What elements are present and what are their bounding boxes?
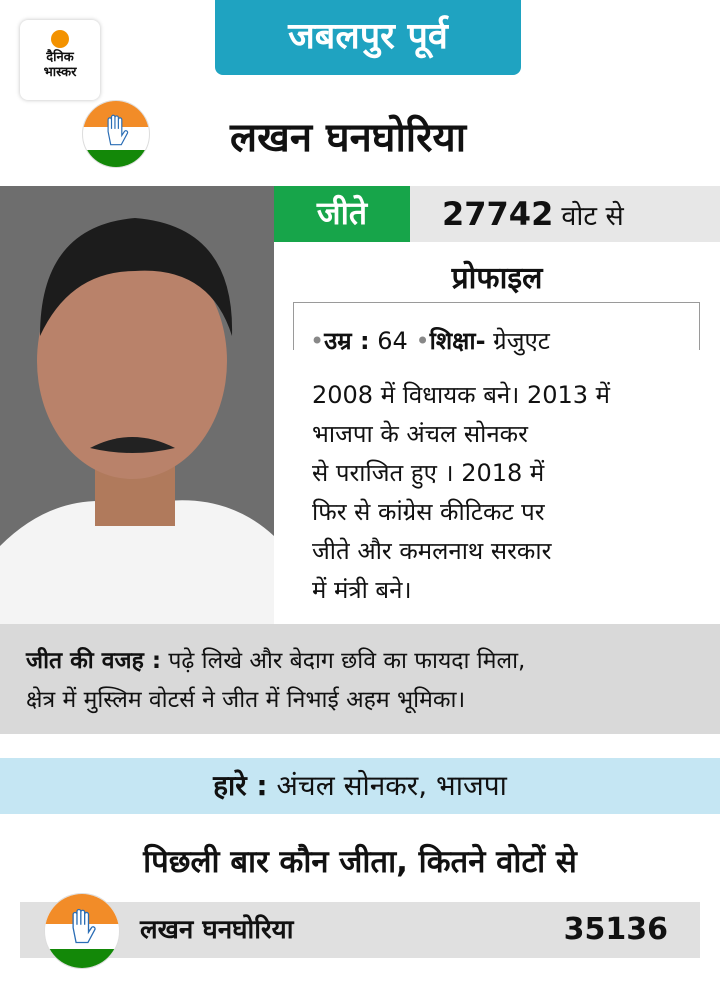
win-margin (442, 186, 624, 242)
bio-line: भाजपा के अंचल सोनकर (312, 420, 528, 448)
congress-hand-icon (82, 100, 150, 168)
won-badge: जीते (274, 186, 410, 242)
bio-line: 2008 में विधायक बने। 2013 में (312, 381, 611, 409)
age-label: उम्र : (324, 327, 370, 355)
candidate-name: लखन घनघोरिया (230, 115, 467, 161)
win-reason (0, 624, 720, 734)
previous-winner-row (20, 902, 700, 958)
win-reason-line2: क्षेत्र में मुस्लिम वोटर्स ने जीत में निभाई अहम भूमिका। (26, 687, 466, 713)
logo-text-line1: दैनिक (46, 50, 74, 65)
profile-meta: •उम्र : 64 •शिक्षा- ग्रेजुएट (310, 327, 550, 355)
dainik-bhaskar-logo (20, 20, 100, 100)
previous-winner-votes: 35136 (563, 912, 668, 947)
profile-bio (312, 376, 712, 610)
education-label: शिक्षा- (429, 327, 486, 355)
lost-label: हारे : (213, 769, 268, 802)
education-value: ग्रेजुएट (493, 327, 550, 355)
profile-heading: प्रोफाइल (451, 261, 543, 296)
result-bar (274, 186, 720, 242)
congress-hand-icon (44, 893, 120, 969)
lost-text: अंचल सोनकर, भाजपा (276, 769, 507, 802)
candidate-portrait (0, 186, 274, 624)
bio-line: में मंत्री बने। (312, 576, 412, 604)
bio-line: फिर से कांग्रेस कीटिकट पर (312, 498, 545, 526)
hand-icon (67, 907, 97, 948)
bio-line: से पराजित हुए । 2018 में (312, 459, 545, 487)
bio-line: जीते और कमलनाथ सरकार (312, 537, 552, 565)
logo-text-line2: भास्कर (43, 65, 77, 80)
win-margin-votes: 27742 (442, 195, 554, 233)
candidate-photo (0, 186, 274, 624)
lost-candidate (0, 758, 720, 814)
win-reason-label: जीत की वजह : (26, 648, 162, 674)
previous-winner-name: लखन घनघोरिया (140, 915, 294, 945)
win-reason-line1: पढ़े लिखे और बेदाग छवि का फायदा मिला, (168, 648, 526, 674)
age-value: 64 (377, 327, 408, 355)
hand-icon (103, 113, 129, 150)
win-margin-suffix: वोट से (561, 201, 624, 232)
sun-icon (51, 30, 69, 48)
constituency-title: जबलपुर पूर्व (215, 0, 521, 75)
previous-heading: पिछली बार कौन जीता, कितने वोटों से (143, 844, 577, 880)
